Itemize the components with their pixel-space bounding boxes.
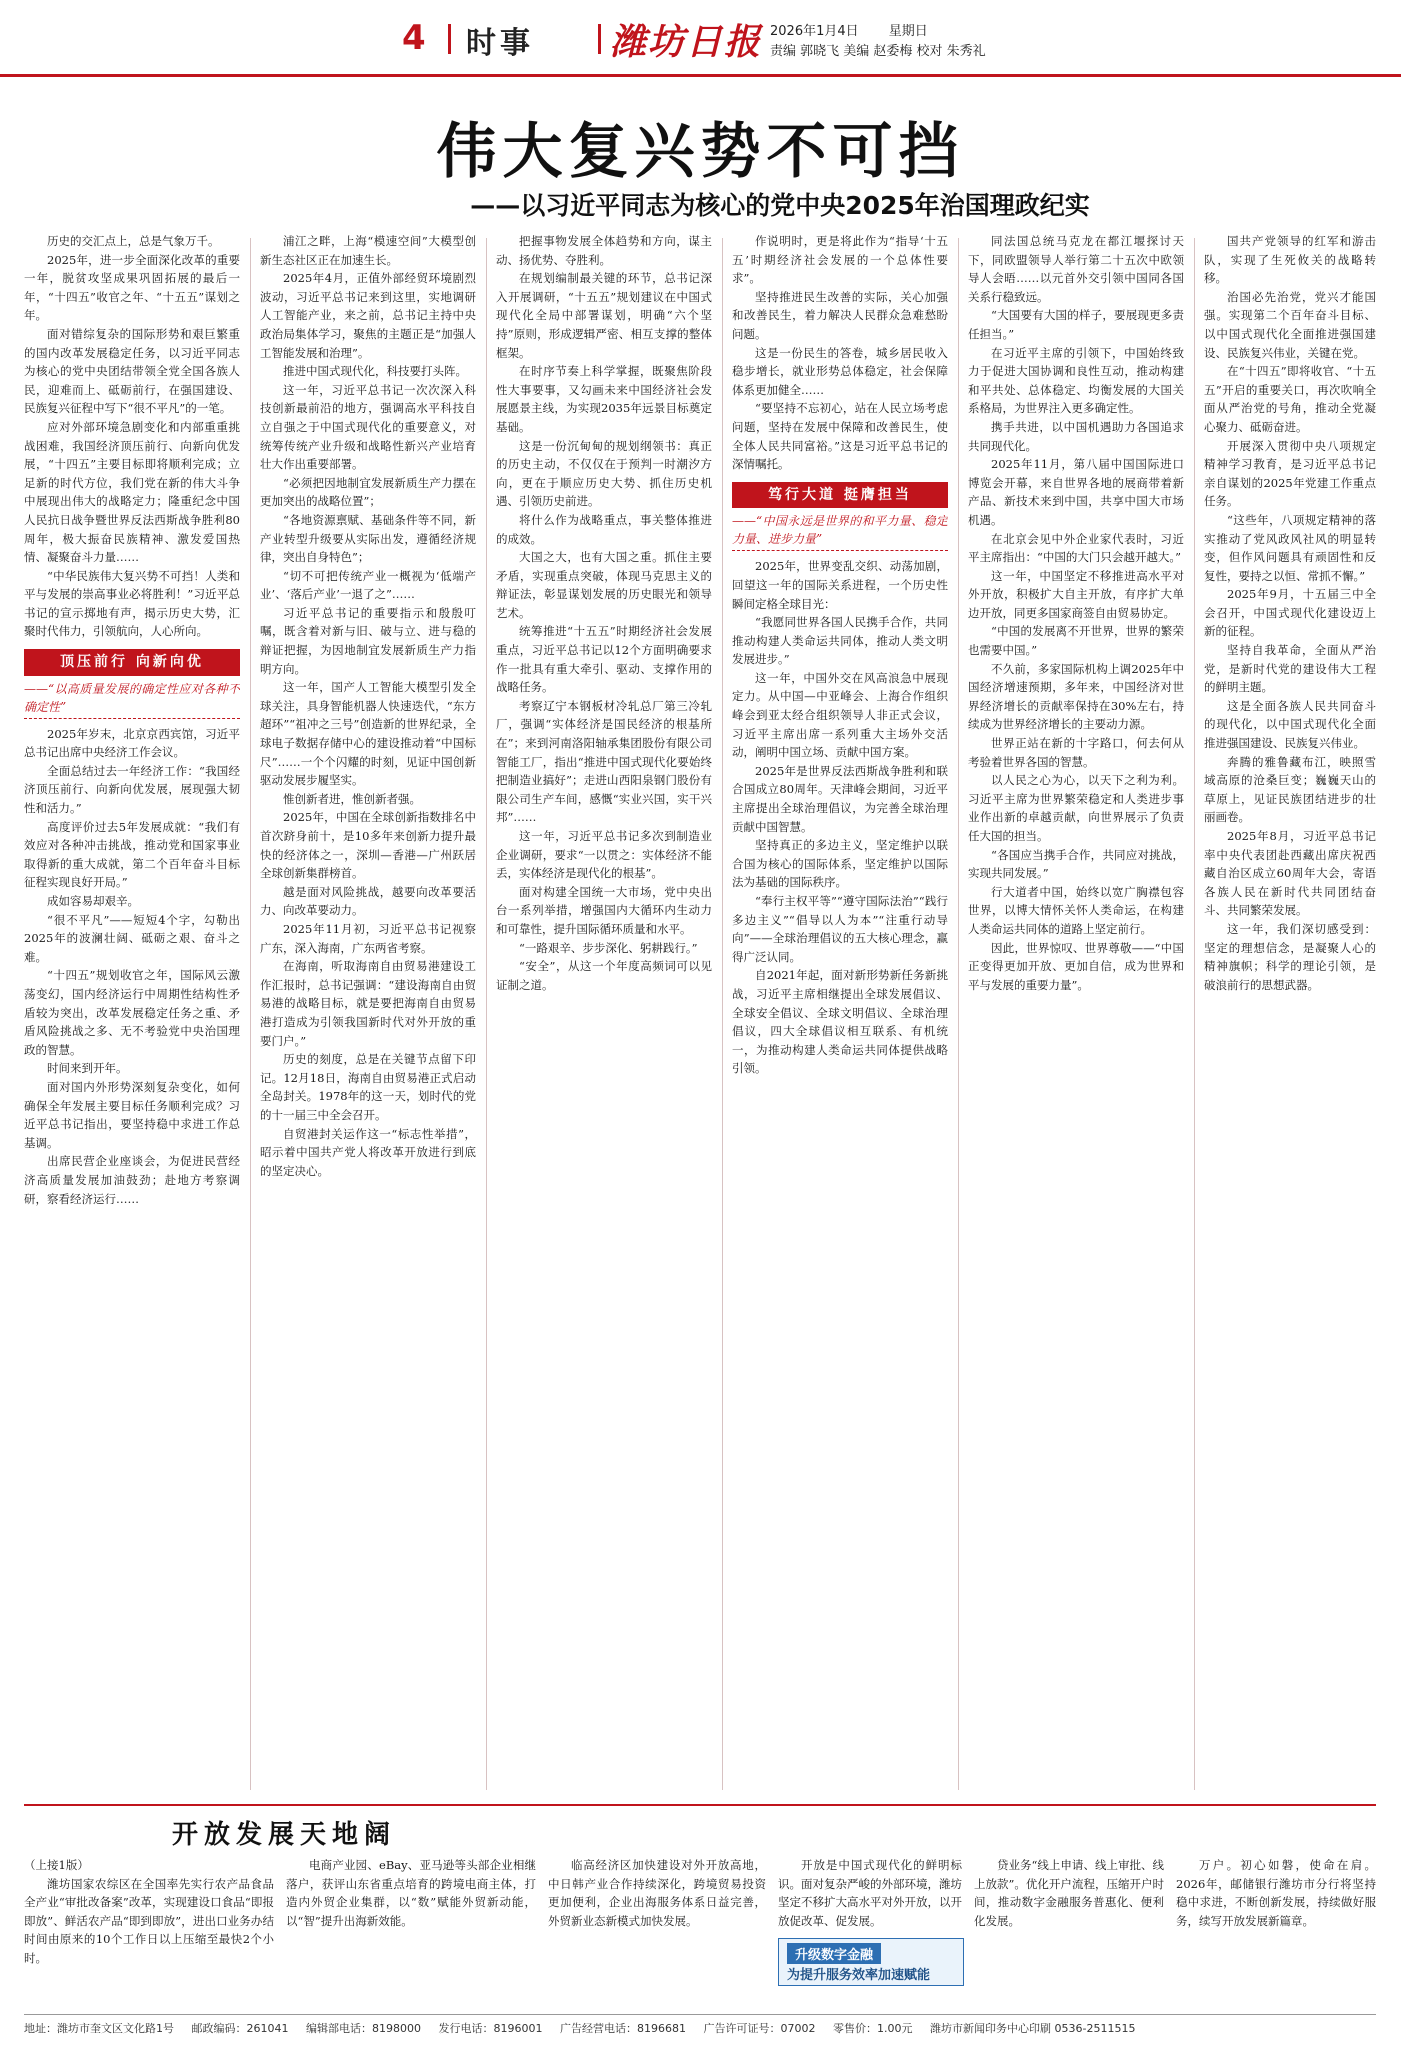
promo-heading: 升级数字金融: [787, 1943, 881, 1964]
header-divider: [598, 24, 601, 54]
column-paragraphs: [260, 232, 476, 1180]
section-heading: [24, 649, 240, 719]
feature-column-3: [548, 1856, 766, 2008]
issue-info: [770, 22, 986, 62]
feature-source: （上接1版）: [24, 1858, 89, 1872]
article-paragraph: “要坚持不忘初心，站在人民立场考虑问题，坚持在发展中保障和改善民生，使全体人民共同富裕。”这是习近平总书记的深情嘱托。: [732, 401, 948, 472]
section-heading-bar: 笃行大道 挺膺担当: [732, 482, 948, 509]
article-paragraph: 面对构建全国统一大市场，党中央出台一系列举措，增强国内大循环内生动力和可靠性，提升国际循环质量和水平。: [496, 884, 712, 936]
article-title: 伟大复兴势不可挡: [436, 117, 965, 187]
article-column-4: [732, 232, 948, 1796]
article-paragraph: “切不可把传统产业一概视为‘低端产业’、‘落后产业’一退了之”……: [260, 568, 476, 602]
article-paragraph: 习近平总书记的重要指示和殷殷叮嘱，既含着对新与旧、破与立、进与稳的辩证把握，为因地制宜发展新质生产力指明方向。: [260, 605, 476, 676]
article-paragraph: 这是一份沉甸甸的规划纲领书：真正的历史主动，不仅仅在于预判一时潮汐方向，更在于顺应历史大势、抓住历史机遇、引领历史前进。: [496, 438, 712, 509]
section-heading-bar: 顶压前行 向新向优: [24, 649, 240, 676]
article-paragraph: 治国必先治党，党兴才能国强。实现第二个百年奋斗目标、以中国式现代化全面推进强国建设、民族复兴伟业，关键在党。: [1204, 289, 1376, 360]
article-paragraph: “中国的发展离不开世界，世界的繁荣也需要中国。”: [968, 624, 1184, 658]
article-paragraph: 坚持真正的多边主义，坚定维护以联合国为核心的国际体系，坚定维护以国际法为基础的国际秩序。: [732, 838, 948, 890]
article-paragraph: 这一年，我们深切感受到：坚定的理想信念，是凝聚人心的精神旗帜；科学的理论引领，是破浪前行的思想武器。: [1204, 921, 1376, 992]
article-paragraph: 这是一份民生的答卷，城乡居民收入稳步增长，就业形势总体稳定，社会保障体系更加健全……: [732, 345, 948, 397]
article-paragraph: “一路艰辛、步步深化、躬耕践行。”: [519, 940, 698, 955]
article-paragraph: 在北京会见中外企业家代表时，习近平主席指出：“中国的大门只会越开越大。”: [968, 531, 1184, 565]
footer-postcode: 邮政编码：261041: [191, 2022, 289, 2035]
column-divider: [722, 238, 723, 1790]
column-divider: [958, 238, 959, 1790]
article-paragraph: “中华民族伟大复兴势不可挡！人类和平与发展的崇高事业必将胜利！”习近平总书记的宣示掷地有声，揭示历史大势，汇聚时代伟力，引领航向，人心所向。: [24, 568, 240, 639]
article-paragraph: “奉行主权平等”“遵守国际法治”“践行多边主义”“倡导以人为本”“注重行动导向”——全球治理倡议的五大核心理念，赢得广泛认同。: [732, 894, 948, 964]
feature-title: 开放发展天地阔: [171, 1820, 396, 1850]
article-paragraph: 浦江之畔，上海“模速空间”大模型创新生态社区正在加速生长。: [260, 234, 476, 267]
article-paragraph: 国共产党领导的红军和游击队，实现了生死攸关的战略转移。: [1204, 234, 1376, 286]
article-paragraph: 世界正站在新的十字路口，何去何从考验着世界各国的智慧。: [968, 736, 1184, 769]
footer-ad-phone: 广告经营电话：8196681: [560, 2022, 686, 2035]
column-paragraphs: [732, 232, 948, 474]
article-paragraph: “很不平凡”——短短4个字，勾勒出2025年的波澜壮阔、砥砺之艰、奋斗之难。: [24, 912, 240, 964]
column-divider: [250, 238, 251, 1790]
article-paragraph: 推进中国式现代化，科技要打头阵。: [283, 364, 467, 379]
article-paragraph: 成如容易却艰辛。: [47, 894, 139, 908]
article-paragraph: 这一年，中国外交在风高浪急中展现定力。从中国—中亚峰会、上海合作组织峰会到亚太经合组织领导人非正式会议，习近平主席出席一系列重大主场外交活动，阐明中国立场、贡献中国方案。: [732, 670, 948, 760]
article-paragraph: 统筹推进“十五五”时期经济社会发展重点，习近平总书记以12个方面明确要求作一批具有重大牵引、驱动、支撑作用的战略任务。: [496, 624, 712, 695]
column-divider: [1194, 238, 1195, 1790]
article-paragraph: “各地资源禀赋、基础条件等不同，新产业转型升级要从实际出发，遵循经济规律，突出自身特色”；: [260, 512, 476, 565]
footer-rule: [24, 2014, 1376, 2015]
feature-paragraph: 贷业务“线上申请、线上审批、线上放款”。优化开户流程，压缩开户时间，推动数字金融服务普惠化、便利化发展。: [974, 1858, 1164, 1928]
article-paragraph: 越是面对风险挑战，越要向改革要活力、向改革要动力。: [260, 884, 476, 918]
article-paragraph: 2025年是世界反法西斯战争胜利和联合国成立80周年。天津峰会期间，习近平主席提出全球治理倡议，为完善全球治理贡献中国智慧。: [732, 763, 948, 834]
article-paragraph: 2025年8月，习近平总书记率中央代表团赴西藏出席庆祝西藏自治区成立60周年大会，寄语各族人民在新时代共同团结奋斗、共同繁荣发展。: [1204, 829, 1376, 918]
article-paragraph: 2025年，进一步全面深化改革的重要一年，脱贫攻坚成果巩固拓展的最后一年，“十四五”收官之年、“十五五”谋划之年。: [24, 252, 240, 323]
article-paragraph: 在习近平主席的引领下，中国始终致力于促进大国协调和良性互动，推动构建和平共处、总体稳定、均衡发展的大国关系格局，为世界注入更多确定性。: [968, 345, 1184, 416]
footer-distribution-phone: 发行电话：8196001: [438, 2022, 543, 2035]
article-column-1: [24, 232, 240, 1796]
article-paragraph: 这是全面各族人民共同奋斗的现代化，以中国式现代化全面推进强国建设、民族复兴伟业。: [1204, 698, 1376, 751]
footer-editorial-phone: 编辑部电话：8198000: [306, 2022, 421, 2035]
section-heading: [732, 482, 948, 552]
article-paragraph: 因此，世界惊叹、世界尊敬——“中国正变得更加开放、更加自信，成为世界和平与发展的重要力量”。: [968, 940, 1184, 992]
article-paragraph: 2025年9月，十五届三中全会召开，中国式现代化建设迈上新的征程。: [1204, 587, 1376, 639]
column-paragraphs: [1204, 232, 1376, 994]
article-paragraph: “必须把因地制宜发展新质生产力摆在更加突出的战略位置”；: [260, 475, 476, 509]
article-paragraph: 在海南，听取海南自由贸易港建设工作汇报时，总书记强调：“建设海南自由贸易港的战略目标，就是要把海南自由贸易港打造成为引领我国新时代对外开放的重要门户。”: [260, 959, 476, 1048]
article-paragraph: 携手共进，以中国机遇助力各国追求共同现代化。: [968, 419, 1184, 453]
issue-weekday: 星期日: [888, 24, 928, 39]
article-paragraph: 2025年4月，正值外部经贸环境剧烈波动，习近平总书记来到这里，实地调研人工智能产业，来之前，总书记主持中央政治局集体学习，聚焦的主题正是“加强人工智能发展和治理”。: [260, 271, 476, 360]
article-column-5: [968, 232, 1184, 1796]
article-paragraph: 坚持自我革命，全面从严治党，是新时代党的建设伟大工程的鲜明主题。: [1204, 643, 1376, 695]
header-divider: [448, 24, 451, 54]
feature-top-rule: [24, 1804, 1376, 1806]
article-paragraph: 出席民营企业座谈会，为促进民营经济高质量发展加油鼓劲；赴地方考察调研，察看经济运行……: [24, 1154, 240, 1206]
article-paragraph: 坚持推进民生改善的实际，关心加强和改善民生，着力解决人民群众急难愁盼问题。: [732, 289, 948, 341]
section-heading-quote: ——“中国永远是世界的和平力量、稳定力量、进步力量”: [732, 508, 948, 551]
article-paragraph: 开展深入贯彻中央八项规定精神学习教育，是习近平总书记亲自谋划的2025年党建工作重点任务。: [1204, 438, 1376, 509]
article-paragraph: 时间来到开年。: [47, 1061, 128, 1076]
issue-date: 2026年1月4日: [770, 24, 859, 39]
section-heading-quote: ——“以高质量发展的确定性应对各种不确定性”: [24, 676, 240, 719]
article-paragraph: 历史的刻度，总是在关键节点留下印记。12月18日，海南自由贸易港正式启动全岛封关。1978年的这一天，划时代的党的十一届三中全会召开。: [260, 1052, 476, 1122]
article-paragraph: 2025年11月，第八届中国国际进口博览会开幕，来自世界各地的展商带着新产品、新技术来到中国，共享中国大市场机遇。: [968, 457, 1184, 527]
article-subtitle: ——以习近平同志为核心的党中央2025年治国理政纪实: [470, 191, 1090, 220]
article-body: [24, 232, 1376, 1796]
feature-column-5: [974, 1856, 1164, 2008]
footer-address: 地址：潍坊市奎文区文化路1号: [24, 2022, 174, 2035]
article-paragraph: “大国要有大国的样子，要展现更多责任担当。”: [968, 308, 1184, 341]
article-paragraph: 作说明时，更是将此作为“指导‘十五五’时期经济社会发展的一个总体性要求”。: [732, 234, 948, 286]
column-paragraphs: [732, 557, 948, 1078]
feature-column-2: [286, 1856, 536, 2008]
article-paragraph: 不久前，多家国际机构上调2025年中国经济增速预期，多年来，中国经济对世界经济增长的贡献率保持在30%左右，持续成为世界经济增长的主要动力源。: [968, 661, 1184, 732]
feature-column-6: [1176, 1856, 1376, 2008]
article-paragraph: 在时序节奏上科学掌握，既聚焦阶段性大事要事，又勾画未来中国经济社会发展愿景主线，为实现2035年远景目标奠定基础。: [496, 364, 712, 434]
column-paragraphs: [496, 232, 712, 994]
article-paragraph: “十四五”规划收官之年，国际风云激荡变幻，国内经济运行中周期性结构性矛盾较为突出，改革发展稳定任务之重、矛盾风险挑战之多、无不考验党中央治国理政的智慧。: [24, 968, 240, 1057]
column-divider: [486, 238, 487, 1790]
feature-promo-box: [778, 1938, 964, 1986]
section-name: 时事: [466, 26, 534, 61]
article-paragraph: 高度评价过去5年发展成就：“我们有效应对各种冲击挑战，推动党和国家事业取得新的重大成就，第二个百年奋斗目标征程实现良好开局。”: [24, 819, 240, 890]
article-paragraph: 考察辽宁本钢板材冷轧总厂第三冷轧厂，强调“实体经济是国民经济的根基所在”；来到河南洛阳轴承集团股份有限公司智能工厂，指出“推进中国式现代化要始终把制造业搞好”；走进山西阳泉钢门股份有限公司生产车间，感慨“实业兴国，实干兴邦”……: [496, 698, 712, 825]
article-paragraph: “这些年，八项规定精神的落实推动了党风政风社风的明显转变，但作风问题具有顽固性和反复性，要持之以恒、常抓不懈。”: [1204, 512, 1376, 583]
article-paragraph: 这一年，习近平总书记一次次深入科技创新最前沿的地方，强调高水平科技自立自强之于中国式现代化的重要意义，对统筹传统产业升级和战略性新兴产业培育壮大作出重要部署。: [260, 382, 476, 472]
article-paragraph: “安全”，从这一个年度高频词可以见证制之道。: [496, 959, 712, 992]
article-paragraph: 同法国总统马克龙在都江堰探讨天下，同欧盟领导人举行第二十五次中欧领导人会晤……以元首外交引领中国同各国关系行稳致远。: [968, 234, 1184, 304]
footer-ad-license: 广告许可证号：07002: [703, 2022, 816, 2035]
header-rule: [0, 74, 1401, 77]
feature-paragraph: 万户。初心如磐，使命在肩。2026年，邮储银行潍坊市分行将坚持稳中求进，不断创新发展，持续做好服务，续写开放发展新篇章。: [1176, 1858, 1376, 1928]
footer-price: 零售价：1.00元: [833, 2022, 913, 2035]
article-paragraph: 惟创新者进，惟创新者强。: [283, 791, 421, 806]
article-paragraph: 行大道者中国，始终以宽广胸襟包容世界，以博大情怀关怀人类命运，在构建人类命运共同体的道路上坚定前行。: [968, 884, 1184, 936]
article-paragraph: 把握事物发展全体趋势和方向，谋主动、扬优势、夺胜利。: [496, 234, 712, 267]
feature-column-4: [778, 1856, 962, 1934]
article-paragraph: 在规划编制最关键的环节，总书记深入开展调研，“十五五”规划建议在中国式现代化全局中部署谋划，明确“六个坚持”原则，形成逻辑严密、相互支撑的整体框架。: [496, 271, 712, 360]
page-number: 4: [402, 18, 426, 58]
article-paragraph: 以人民之心为心，以天下之利为利。习近平主席为世界繁荣稳定和人类进步事业作出新的卓越贡献，向世界展示了负责任大国的担当。: [968, 773, 1184, 843]
article-paragraph: 2025年，世界变乱交织、动荡加剧，回望这一年的国际关系进程，一个历史性瞬间定格全球目光：: [732, 559, 948, 611]
article-paragraph: 在“十四五”即将收官、“十五五”开启的重要关口，再次吹响全面从严治党的号角，推动全党凝心聚力、砥砺奋进。: [1204, 364, 1376, 434]
article-paragraph: 应对外部环境急剧变化和内部重重挑战困难，我国经济顶压前行、向新向优发展，“十四五”主要目标即将顺利完成；立足新的时代方位，我们党在新的伟大斗争中展现出伟大的战略定力；隆重纪念中国人民抗日战争暨世界反法西斯战争胜利80周年，极大振奋民族精神、激发爱国热情、凝聚奋斗力量……: [24, 419, 240, 565]
article-column-2: [260, 232, 476, 1796]
article-paragraph: 面对国内外形势深刻复杂变化，如何确保全年发展主要目标任务顺利完成？习近平总书记指出，要坚持稳中求进工作总基调。: [24, 1079, 240, 1150]
article-paragraph: 大国之大，也有大国之重。抓住主要矛盾，实现重点突破，体现马克思主义的辩证法，彰显谋划发展的历史眼光和领导艺术。: [496, 550, 712, 620]
article-paragraph: 奔腾的雅鲁藏布江，映照雪域高原的沧桑巨变；巍巍天山的草原上，见证民族团结进步的壮丽画卷。: [1204, 754, 1376, 825]
article-paragraph: 这一年，中国坚定不移推进高水平对外开放，积极扩大自主开放，有序扩大单边开放，同更多国家商签自由贸易协定。: [968, 568, 1184, 620]
feature-paragraph: 电商产业园、eBay、亚马逊等头部企业相继落户，获评山东省重点培育的跨境电商主体，打造内外贸企业集群，以“数”赋能外贸新动能，以“智”提升出海新效能。: [286, 1858, 536, 1928]
article-paragraph: 历史的交汇点上，总是气象万千。: [47, 234, 220, 248]
article-paragraph: 2025年11月初，习近平总书记视察广东，深入海南，广东两省考察。: [260, 921, 476, 955]
article-paragraph: 这一年，习近平总书记多次到制造业企业调研，要求“一以贯之：实体经济不能丢，实体经济是现代化的根基”。: [496, 829, 712, 881]
editor-credits: 责编 郭晓飞 美编 赵委梅 校对 朱秀礼: [770, 44, 986, 59]
feature-paragraph: 潍坊国家农综区在全国率先实行农产品食品全产业“审批改备案”改革，实现建设口食品“即报即放”、鲜活农产品“即到即放”，进出口业务办结时间由原来的10个工作日以上压缩至最快2个小时。: [24, 1876, 274, 1965]
column-paragraphs: [24, 725, 240, 1208]
article-paragraph: 2025年，中国在全球创新指数排名中首次跻身前十，是10多年来创新力提升最快的经济体之一，深圳—香港—广州跃居全球创新集群榜首。: [260, 810, 476, 881]
article-column-6: [1204, 232, 1376, 1796]
article-paragraph: 将什么作为战略重点，事关整体推进的成效。: [496, 512, 712, 546]
article-paragraph: 自2021年起，面对新形势新任务新挑战，习近平主席相继提出全球发展倡议、全球安全倡议、全球文明倡议、全球治理倡议，四大全球倡议相互联系、有机统一，为推动构建人类命运共同体提供战略引领。: [732, 968, 948, 1076]
feature-paragraph: 临高经济区加快建设对外开放高地，中日韩产业合作持续深化，跨境贸易投资更加便利，企业出海服务体系日益完善，外贸新业态新模式加快发展。: [548, 1858, 766, 1928]
article-paragraph: 全面总结过去一年经济工作：“我国经济顶压前行、向新向优发展，展现强大韧性和活力。”: [24, 763, 240, 816]
article-column-3: [496, 232, 712, 1796]
footer-printer: 潍坊市新闻印务中心印刷 0536-2511515: [930, 2022, 1136, 2035]
article-paragraph: “我愿同世界各国人民携手合作，共同推动构建人类命运共同体，推动人类文明发展进步。”: [732, 615, 948, 667]
newspaper-header: [0, 0, 1401, 74]
feature-column-1: [24, 1856, 274, 2008]
article-paragraph: “各国应当携手合作，共同应对挑战，实现共同发展。”: [968, 847, 1184, 881]
promo-subheading: 为提升服务效率加速赋能: [787, 1968, 931, 1983]
article-paragraph: 这一年，国产人工智能大模型引发全球关注，具身智能机器人快速迭代，“东方超环”“祖冲之三号”创造新的世界纪录，全球电子数据存储中心的建设推动着“中国标尺”……一个个闪耀的时刻，见证中国创新驱动发展步履坚实。: [260, 680, 476, 788]
article-paragraph: 2025年岁末，北京京西宾馆，习近平总书记出席中央经济工作会议。: [24, 726, 240, 760]
masthead-logo: 潍坊日报: [610, 21, 763, 63]
article-paragraph: 面对错综复杂的国际形势和艰巨繁重的国内改革发展稳定任务，以习近平同志为核心的党中央团结带领全党全国各族人民，迎难而上、砥砺前行，在强国建设、民族复兴征程中写下“很不平凡”的一笔。: [24, 326, 240, 416]
column-paragraphs: [968, 232, 1184, 994]
column-paragraphs: [24, 232, 240, 641]
feature-paragraph: 开放是中国式现代化的鲜明标识。面对复杂严峻的外部环境，潍坊坚定不移扩大高水平对外开放，以开放促改革、促发展。: [778, 1858, 962, 1928]
newspaper-footer: [24, 2020, 1376, 2036]
article-paragraph: 自贸港封关运作这一“标志性举措”，昭示着中国共产党人将改革开放进行到底的坚定决心。: [260, 1126, 476, 1178]
